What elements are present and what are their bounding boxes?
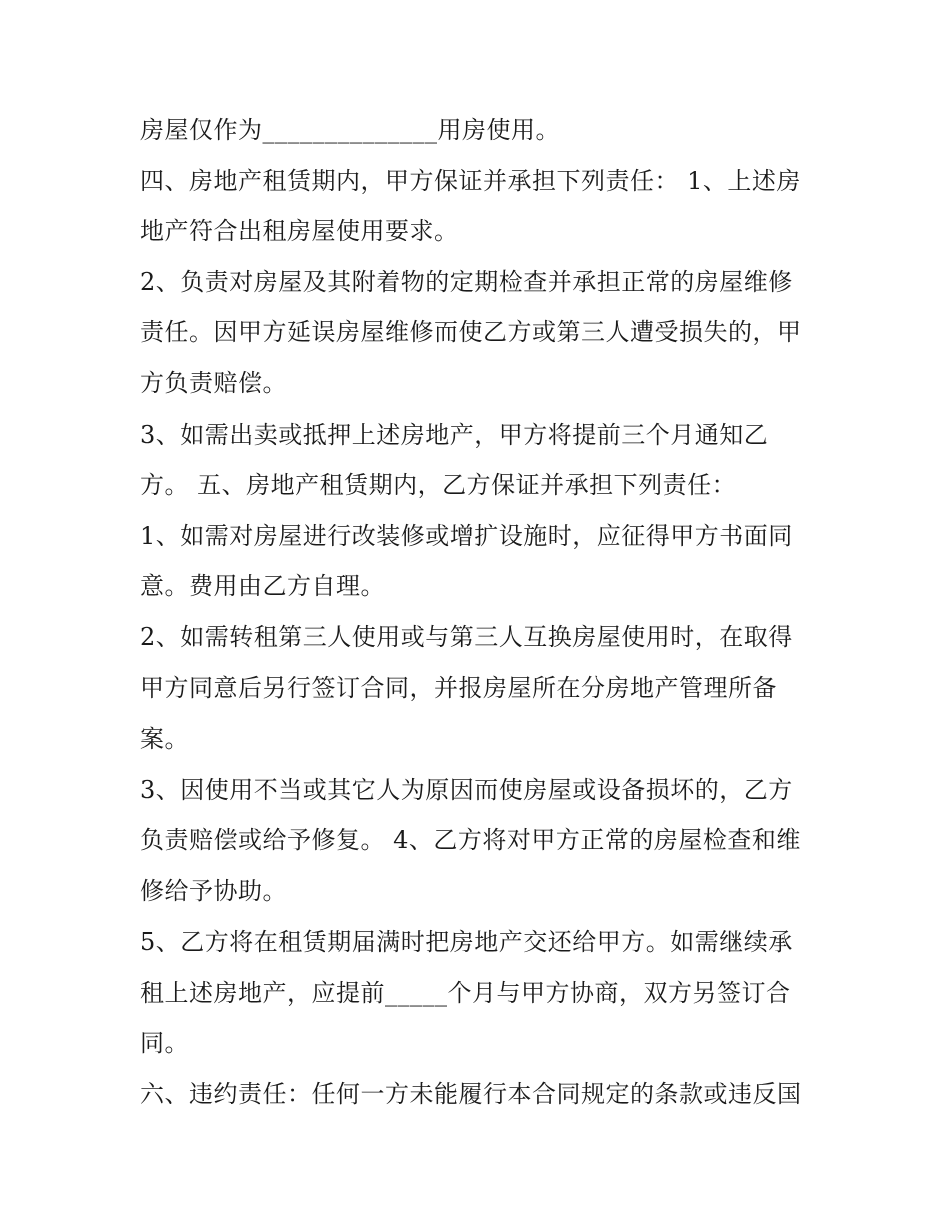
text-line: 六、违约责任：任何一方未能履行本合同规定的条款或违反国 [140, 1080, 802, 1108]
text-line: 修给予协助。 [140, 877, 287, 905]
text-line: 方。 五、房地产租赁期内，乙方保证并承担下列责任： [140, 471, 737, 499]
text-line: 方负责赔偿。 [140, 369, 287, 397]
text-line: 责任。因甲方延误房屋维修而使乙方或第三人遭受损失的，甲 [140, 318, 802, 346]
text-line: 房屋仅作为______________用房使用。 [140, 116, 560, 144]
text-line: 负责赔偿或给予修复。 4、乙方将对甲方正常的房屋检查和维 [140, 826, 801, 854]
text-line: 3、如需出卖或抵押上述房地产，甲方将提前三个月通知乙 [140, 421, 769, 449]
text-line: 同。 [140, 1029, 189, 1057]
text-line: 1、如需对房屋进行改装修或增扩设施时，应征得甲方书面同 [140, 522, 793, 550]
text-line: 甲方同意后另行签订合同，并报房屋所在分房地产管理所备 [140, 674, 777, 702]
text-line: 四、房地产租赁期内，甲方保证并承担下列责任： 1、上述房 [140, 167, 801, 195]
text-line: 意。费用由乙方自理。 [140, 572, 385, 600]
text-line: 5、乙方将在租赁期届满时把房地产交还给甲方。如需继续承 [140, 928, 793, 956]
text-line: 案。 [140, 725, 189, 753]
text-line: 3、因使用不当或其它人为原因而使房屋或设备损坏的，乙方 [140, 776, 793, 804]
text-line: 2、如需转租第三人使用或与第三人互换房屋使用时，在取得 [140, 623, 793, 651]
text-line: 租上述房地产，应提前_____个月与甲方协商，双方另签订合 [140, 979, 791, 1007]
text-line: 2、负责对房屋及其附着物的定期检查并承担正常的房屋维修 [140, 268, 793, 296]
text-line: 地产符合出租房屋使用要求。 [140, 217, 459, 245]
